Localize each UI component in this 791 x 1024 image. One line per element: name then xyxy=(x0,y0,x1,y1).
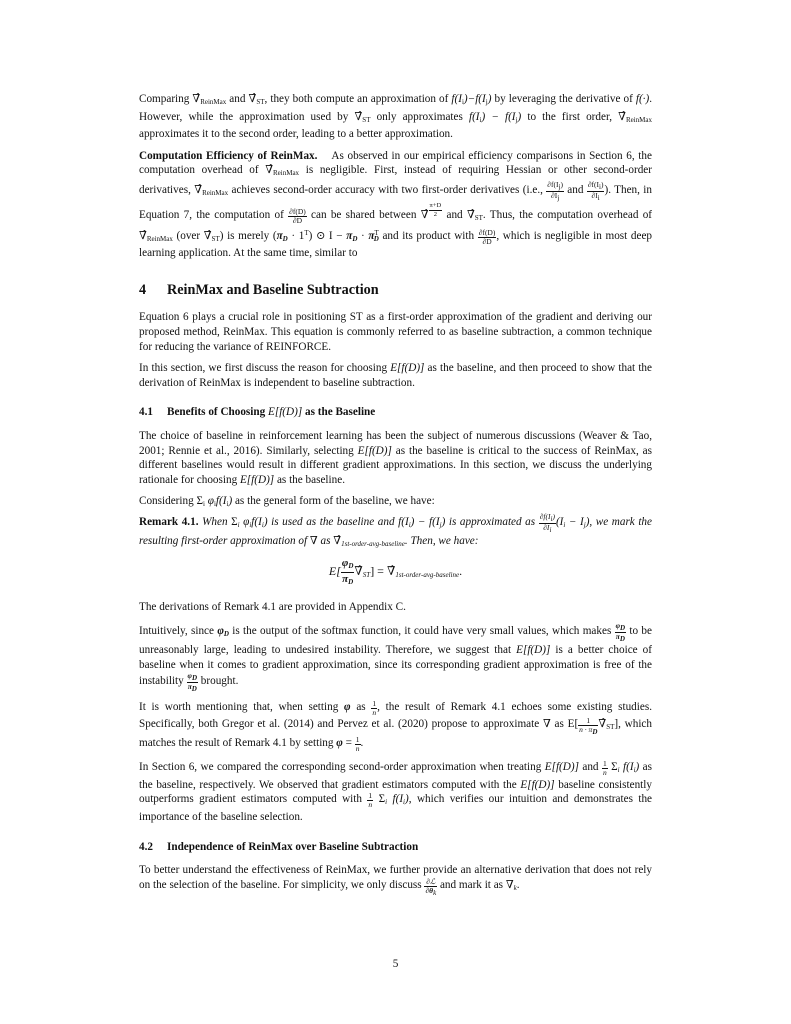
paper-body xyxy=(139,92,652,904)
section-heading-4-1: 4.1 Benefits of Choosing E[f(D)] as the Baseline xyxy=(139,406,376,419)
remark-4-1: Remark 4.1. When $\Sigma_i$ $\varphi_if(I_i)$ is used as the baseline and $f(I_i) - f(I_j)$ is approximated as $\frac{\partial f(Ii)}{\partial Ii}$ $(I_i - I_j)$, we mark the resulting first-order approximation of ∇ as $\nablâ_{1st-order-avg-baseline}$. Then, we have: xyxy=(139,511,652,548)
fraction: $\frac{\partial f(D)}{\partial D}$ xyxy=(289,206,306,225)
fraction: $\frac{1}{n \cdot \pi D}$ xyxy=(579,716,598,737)
section-heading-4: 4 ReinMax and Baseline Subtraction xyxy=(139,281,379,298)
fraction: $\frac{1}{n}$ xyxy=(355,735,360,754)
paragraph-computation-efficiency: Computation Efficiency of ReinMax. As observed in our empirical efficiency comparisons in Section 6, the computation overhead of $\nablâ_{ReinMax}$ is negligible. First, instead of requiring Hessian or other second-order derivatives, $\nablâ_{ReinMax}$ achieves second-order accuracy with two first-order derivatives (i.e., $\frac{\partial f(Ij)}{\partial Ij}$ and $\frac{\partial f(Ii)}{\partial Ii}$ ). Then, in Equation 7, the computation of $\frac{\partial f(D)}{\partial D}$ can be shared between ∇̂ $\frac{\pi+D}{2}$ and $\nablâ_{ST}$. Thus, the computation overhead of $\nablâ_{ReinMax}$ (over $\nablâ_{ST}$) is merely $(\pi_D \cdot 1^T)$ ⊙ $I - \pi_D \cdot \pi^T_D$ and its product with $\frac{\partial f(D)}{\partial D}$ , which is negligible in most deep learning application. At the same time, similar to xyxy=(139,149,653,260)
fraction: $\frac{\text{∂ℒ}}{\partial\theta k}$ xyxy=(425,876,437,897)
page-number: 5 xyxy=(392,958,399,970)
fraction: $\frac{\partial f(Ii)}{\partial Ii}$ xyxy=(587,179,604,202)
fraction: $\frac{\varphi D}{\pi D}$ xyxy=(615,621,626,644)
fraction: $\frac{\varphi_D}{\pi_D}$ xyxy=(341,557,354,587)
section-heading-4-2: 4.2 Independence of ReinMax over Baseline Subtraction xyxy=(139,840,419,853)
paragraph-better-understand: To better understand the effectiveness of ReinMax, we further provide an alternative derivation that does not rely on the selection of the baseline. For simplicity, we only discuss $\frac{\text{∂ℒ}}{\partial\theta k}$ and mark it as $\nabla_k$. xyxy=(139,864,652,897)
paragraph-in-this-section: In this section, we first discuss the reason for choosing E[f(D)] as the baseline, and then proceed to show that the derivation of ReinMax is independent to baseline subtraction. xyxy=(139,362,652,389)
paragraph-intuitively: Intuitively, since $\varphi_D$ is the output of the softmax function, it could have very small values, which makes $\frac{\varphi D}{\pi D}$ to be unreasonably large, leading to undesired instability. Therefore, we suggest that E[f(D)] is a better choice of baseline when it comes to gradient approximation, since its corresponding gradient approximation is free of the instability $\frac{\varphi D}{\pi D}$ brought. xyxy=(139,621,652,694)
fraction: $\frac{\partial f(Ij)}{\partial Ij}$ xyxy=(547,179,563,202)
fraction: $\frac{1}{n}$ xyxy=(368,791,373,810)
equation-remark-4-1: E[ $\frac{\varphi_D}{\pi_D}$ $\nablâ_{ST}$] = $\nablâ_{1st-order-avg-baseline}$. xyxy=(328,557,463,587)
paragraph-derivations: The derivations of Remark 4.1 are provided in Appendix C. xyxy=(139,601,406,614)
paragraph-equation-6: Equation 6 plays a crucial role in positioning ST as a first-order approximation of the gradient and deriving our proposed method, ReinMax. This equation is commonly referred to as baseline subtraction, a common technique for reducing the variance of REINFORCE. xyxy=(139,311,652,353)
fraction: $\frac{\varphi D}{\pi D}$ xyxy=(187,671,197,694)
fraction: $\frac{1}{n}$ xyxy=(602,759,607,778)
paragraph-considering: Considering $\Sigma_i$ $\varphi_if(I_i)$ as the general form of the baseline, we have: xyxy=(139,495,435,509)
fraction: $\frac{\partial f(D)}{\partial D}$ xyxy=(478,227,496,246)
paragraph-comparing: Comparing $\nablâ_{ReinMax}$ and $\nablâ_{ST}$, they both compute an approximation of $f(I_i)-f(I_j)$ by leveraging the derivative of f(·). However, while the approximation used by $\nablâ_{ST}$ only approximates $f(I_i) - f(I_j)$ to the first order, $\nablâ_{ReinMax}$ approximates it to the second order, leading to a better approximation. xyxy=(139,93,652,141)
paragraph-choice-of-baseline: The choice of baseline in reinforcement learning has been the subject of numerous discussions (Weaver & Tao, 2001; Rennie et al., 2016). Similarly, selecting E[f(D)] as the baseline is critical to the success of ReinMax, as different baselines would result in different gradient approximations. In this section, we discuss the underlying rationale for choosing E[f(D)] as the baseline. xyxy=(139,429,652,486)
paragraph-heading: Computation Efficiency of ReinMax. xyxy=(139,149,318,162)
fraction: $\frac{\pi+D}{2}$ xyxy=(429,201,442,218)
paragraph-worth-mentioning: It is worth mentioning that, when setting φ as $\frac{1}{n}$ , the result of Remark 4.1 echoes some existing studies. Specifically, both Gregor et al. (2014) and Pervez et al. (2020) propose to approximate ∇ as E[ $\frac{1}{n \cdot \pi D}$ $\nablâ_{ST}$], which matches the result of Remark 4.1 by setting φ = $\frac{1}{n}$ . xyxy=(139,699,652,754)
fraction: $\frac{\partial f(Ii)}{\partial Ii}$ xyxy=(539,511,555,534)
paragraph-in-section-6: In Section 6, we compared the corresponding second-order approximation when treating E[f(D)] and $\frac{1}{n}$ $\Sigma_i$ $f(I_i)$ as the baseline, respectively. We observed that gradient estimators computed with the E[f(D)] baseline consistently outperforms gradient estimators computed with $\frac{1}{n}$ $\Sigma_i$ $f(I_i)$, which verifies our intuition and demonstrates the importance of the baseline selection. xyxy=(139,759,653,824)
fraction: $\frac{1}{n}$ xyxy=(372,699,377,718)
